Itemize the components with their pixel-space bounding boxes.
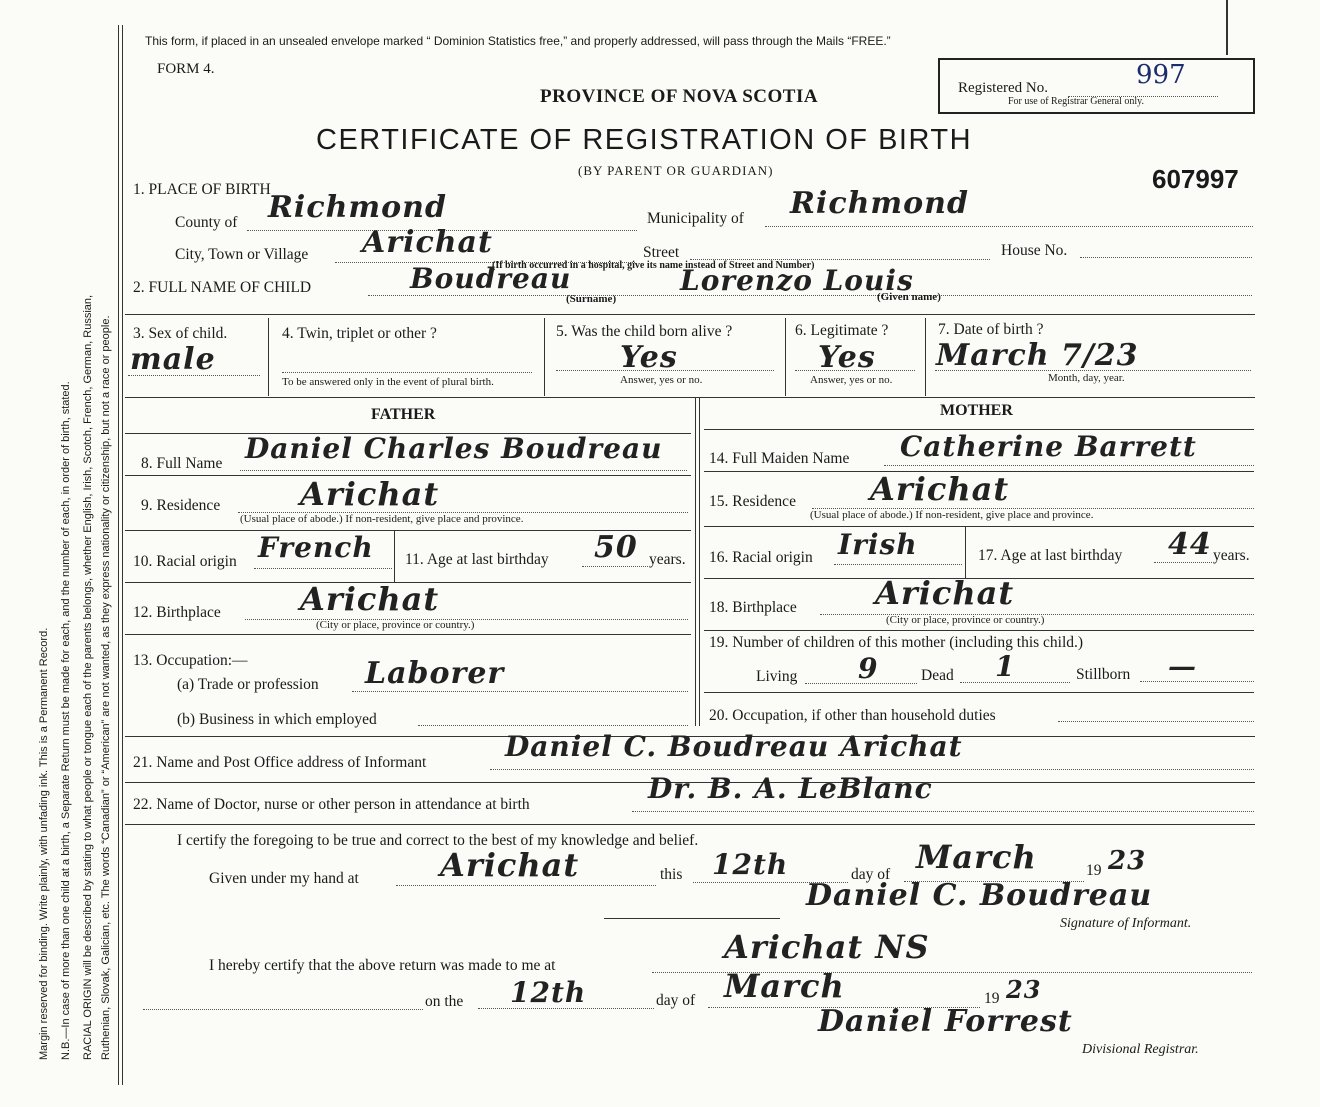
page-subtitle: (BY PARENT OR GUARDIAN) xyxy=(578,163,774,178)
father-name-label: 8. Full Name xyxy=(141,455,223,472)
mother-birthplace-value: Arichat xyxy=(875,574,1015,612)
date-of-birth-note: Month, day, year. xyxy=(1048,372,1125,384)
margin-note-4: Ruthenian, Slovak, Galician, etc. The words “Canadian” or “American” are not wanted, as they express nationality or citizenship, but not a race or people. xyxy=(100,315,112,1060)
registrar-year-value: 23 xyxy=(1006,975,1042,1004)
father-trade-value: Laborer xyxy=(365,656,505,691)
registrar-place-value: Arichat NS xyxy=(724,928,930,966)
given-name-note: (Given name) xyxy=(877,291,941,303)
registrar-day-value: 12th xyxy=(510,976,587,1009)
given-under-hand-label: Given under my hand at xyxy=(209,870,359,887)
stillborn-value: — xyxy=(1168,650,1197,683)
municipality-value: Richmond xyxy=(790,186,969,221)
father-trade-label: (a) Trade or profession xyxy=(177,676,319,693)
given-place-value: Arichat xyxy=(440,846,580,884)
mother-birthplace-note: (City or place, province or country.) xyxy=(886,614,1045,626)
registrar-signature: Daniel Forrest xyxy=(818,1004,1073,1039)
registrar-statement: I hereby certify that the above return was made to me at xyxy=(209,957,556,974)
date-of-birth-label: 7. Date of birth ? xyxy=(938,321,1044,338)
mother-residence-label: 15. Residence xyxy=(709,493,796,510)
binding-margin-line xyxy=(118,25,119,1085)
sex-label: 3. Sex of child. xyxy=(133,325,228,342)
county-value: Richmond xyxy=(268,190,447,225)
margin-note-3: RACIAL ORIGIN will be described by stating to what people or tongue each of the parents belongs, whether English, Irish, Scotch, French, German, Russian, xyxy=(82,294,94,1060)
father-birthplace-note: (City or place, province or country.) xyxy=(316,619,475,631)
father-years-label: years. xyxy=(649,551,686,568)
serial-number: 607997 xyxy=(1152,164,1239,194)
street-label: Street xyxy=(643,244,680,261)
registrar-on-the-label: on the xyxy=(425,993,464,1010)
father-residence-value: Arichat xyxy=(300,475,440,513)
place-of-birth-label: 1. PLACE OF BIRTH xyxy=(133,181,271,198)
informant-label: 21. Name and Post Office address of Informant xyxy=(133,754,427,771)
registrar-signature-label: Divisional Registrar. xyxy=(1082,1042,1199,1057)
form-number: FORM 4. xyxy=(157,61,215,77)
mother-residence-value: Arichat xyxy=(870,470,1010,508)
father-residence-label: 9. Residence xyxy=(141,497,221,514)
mother-residence-note: (Usual place of abode.) If non-resident, give place and province. xyxy=(810,509,1094,521)
registered-box xyxy=(938,58,1255,114)
living-label: Living xyxy=(756,668,798,685)
born-alive-note: Answer, yes or no. xyxy=(620,374,703,386)
registered-number: 997 xyxy=(1136,60,1186,90)
street-note: (If birth occurred in a hospital, give its name instead of Street and Number) xyxy=(492,260,815,271)
father-occupation-label: 13. Occupation:— xyxy=(133,652,248,669)
county-label: County of xyxy=(175,214,238,231)
margin-note-1: Margin reserved for binding. Write plainly, with unfading ink. This is a Permanent Record. xyxy=(38,627,50,1060)
informant-value: Daniel C. Boudreau Arichat xyxy=(505,730,963,763)
child-surname-value: Boudreau xyxy=(410,262,572,295)
cert-year-prefix: 19 xyxy=(1086,862,1102,879)
mother-heading: MOTHER xyxy=(940,402,1013,419)
father-racial-value: French xyxy=(258,531,374,564)
cert-year-value: 23 xyxy=(1108,846,1147,876)
legitimate-note: Answer, yes or no. xyxy=(810,374,893,386)
child-name-label: 2. FULL NAME OF CHILD xyxy=(133,279,312,296)
registered-note: For use of Registrar General only. xyxy=(1008,96,1144,107)
doctor-value: Dr. B. A. LeBlanc xyxy=(648,772,933,805)
father-racial-label: 10. Racial origin xyxy=(133,553,237,570)
father-birthplace-value: Arichat xyxy=(300,580,440,618)
mother-name-label: 14. Full Maiden Name xyxy=(709,450,850,467)
father-business-label: (b) Business in which employed xyxy=(177,711,377,728)
province-heading: PROVINCE OF NOVA SCOTIA xyxy=(540,86,819,107)
binding-margin-line-2 xyxy=(122,25,123,1085)
doctor-label: 22. Name of Doctor, nurse or other person in attendance at birth xyxy=(133,796,530,813)
mother-name-value: Catherine Barrett xyxy=(900,430,1197,463)
father-age-value: 50 xyxy=(594,530,638,565)
dead-label: Dead xyxy=(921,667,954,684)
born-alive-value: Yes xyxy=(620,340,678,375)
mother-racial-value: Irish xyxy=(838,528,918,561)
dead-value: 1 xyxy=(995,650,1016,683)
sex-value: male xyxy=(130,342,216,377)
stillborn-label: Stillborn xyxy=(1076,666,1131,683)
father-residence-note: (Usual place of abode.) If non-resident, give place and province. xyxy=(240,513,524,525)
registrar-year-prefix: 19 xyxy=(984,990,1000,1007)
child-given-name-value: Lorenzo Louis xyxy=(680,264,914,297)
informant-signature-label: Signature of Informant. xyxy=(1060,916,1192,931)
municipality-label: Municipality of xyxy=(647,210,744,227)
house-number-label: House No. xyxy=(1001,242,1068,259)
cert-this-label: this xyxy=(660,866,683,883)
twin-label: 4. Twin, triplet or other ? xyxy=(282,325,437,342)
father-birthplace-label: 12. Birthplace xyxy=(133,604,221,621)
born-alive-label: 5. Was the child born alive ? xyxy=(556,323,733,340)
legitimate-label: 6. Legitimate ? xyxy=(795,322,889,339)
father-age-label: 11. Age at last birthday xyxy=(405,551,549,568)
children-count-label: 19. Number of children of this mother (including this child.) xyxy=(709,634,1084,651)
cert-month-value: March xyxy=(916,838,1037,876)
city-value: Arichat xyxy=(362,225,493,260)
cert-day-of-label: day of xyxy=(851,866,891,883)
registrar-day-of-label: day of xyxy=(656,992,696,1009)
registered-label: Registered No. xyxy=(958,80,1048,96)
surname-note: (Surname) xyxy=(566,293,617,305)
registrar-month-value: March xyxy=(724,967,845,1005)
mother-birthplace-label: 18. Birthplace xyxy=(709,599,797,616)
informant-signature: Daniel C. Boudreau xyxy=(806,878,1153,913)
mother-occupation-label: 20. Occupation, if other than household duties xyxy=(709,707,996,724)
mother-age-label: 17. Age at last birthday xyxy=(978,547,1123,564)
legitimate-value: Yes xyxy=(818,340,876,375)
mother-age-value: 44 xyxy=(1168,527,1212,562)
page-title: CERTIFICATE OF REGISTRATION OF BIRTH xyxy=(316,124,973,156)
twin-note: To be answered only in the event of plural birth. xyxy=(282,376,494,388)
mailing-notice: This form, if placed in an unsealed envelope marked “ Dominion Statistics free,” and properly addressed, will pass through the Mails “FREE.” xyxy=(145,34,891,48)
mother-racial-label: 16. Racial origin xyxy=(709,549,813,566)
city-label: City, Town or Village xyxy=(175,246,309,263)
father-name-value: Daniel Charles Boudreau xyxy=(245,432,663,465)
right-page-edge xyxy=(1226,0,1228,55)
living-value: 9 xyxy=(858,652,879,685)
mother-years-label: years. xyxy=(1213,547,1250,564)
certify-statement: I certify the foregoing to be true and correct to the best of my knowledge and belief. xyxy=(177,832,699,849)
margin-note-2: N.B.—In case of more than one child at a birth, a Separate Return must be made for each, and the number of each, in order of birth, stated. xyxy=(60,381,72,1060)
father-heading: FATHER xyxy=(371,406,436,423)
date-of-birth-value: March 7/23 xyxy=(936,338,1139,373)
cert-day-value: 12th xyxy=(712,848,789,881)
